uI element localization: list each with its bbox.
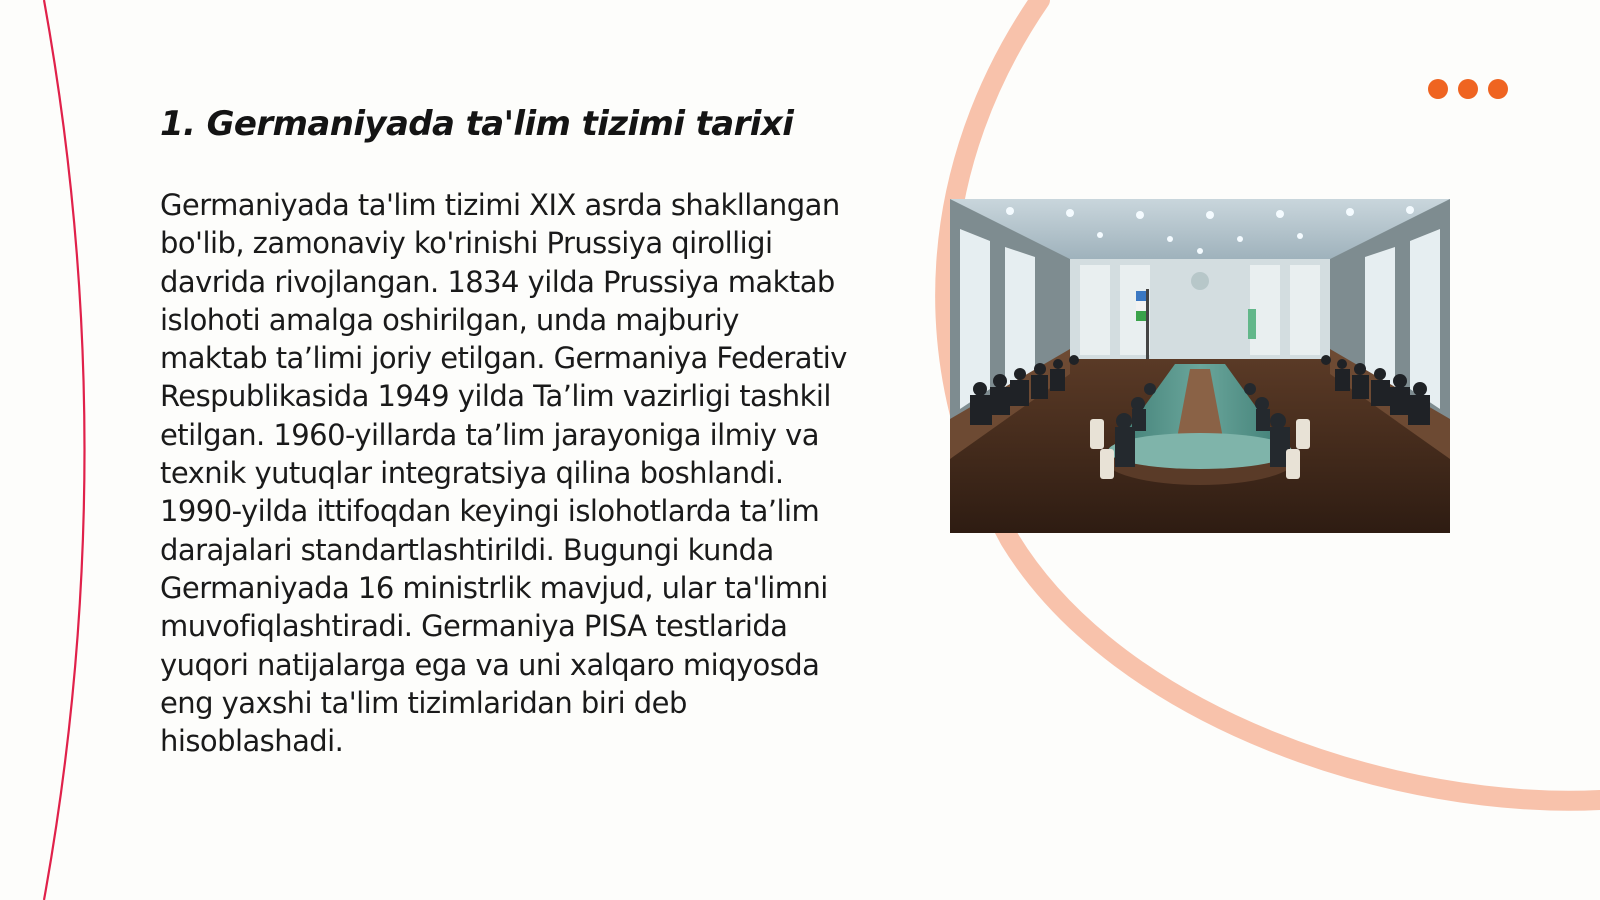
slide-body-text: Germaniyada ta'lim tizimi XIX asrda shakllangan bo'lib, zamonaviy ko'rinishi Prussiya qirolligi davrida rivojlangan. 1834 yilda Prussiya maktab islohoti amalga oshirilgan, unda majburiy maktab ta’limi joriy etilgan. Germaniya Federativ Respublikasida 1949 yilda Ta’lim vazirligi tashkil etilgan. 1960-yillarda ta’lim jarayoniga ilmiy va texnik yutuqlar integratsiya qilina boshlandi. 1990-yilda ittifoqdan keyingi islohotlarda ta’lim darajalari standartlashtirildi. Bugungi kunda Germaniyada 16 ministrlik mavjud, ular ta'limni muvofiqlashtiradi. Germaniya PISA testlarida yuqori natijalarga ega va uni xalqaro miqyosda eng yaxshi ta'lim tizimlaridan biri deb hisoblashadi. [160, 188, 847, 759]
dot-icon [1428, 79, 1448, 99]
left-curve-line [44, 0, 85, 900]
dot-icon [1488, 79, 1508, 99]
conference-meeting-photo [950, 199, 1450, 533]
dot-icon [1458, 79, 1478, 99]
slide-title: 1. Germaniyada ta'lim tizimi tarixi [160, 104, 794, 144]
three-dots-icon [1428, 79, 1508, 99]
